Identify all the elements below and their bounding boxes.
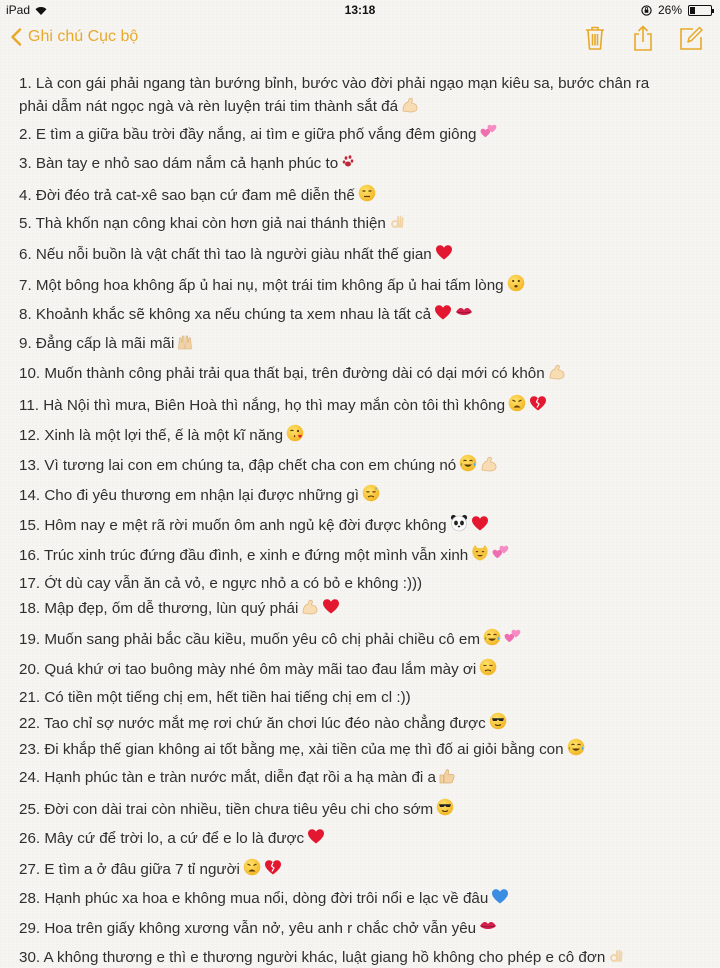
note-line-text: 5. Thà khốn nạn công khai còn hơn giả nai thánh thiện [19, 215, 386, 232]
two-hearts-icon [492, 545, 510, 562]
note-line-text: 14. Cho đi yêu thương em nhận lại được những gì [19, 487, 360, 504]
red-heart-icon [435, 244, 453, 261]
status-bar [0, 0, 720, 20]
note-line [19, 304, 473, 325]
kiss-mark-icon [479, 918, 497, 935]
downcast-face-icon [362, 484, 380, 502]
note-line-text: 16. Trúc xinh trúc đứng đầu đình, e xinh e đứng một mình vẫn xinh [19, 547, 469, 564]
face-blowing-kiss-icon [286, 424, 304, 442]
note-line [19, 544, 510, 566]
red-heart-icon [322, 598, 340, 615]
note-line-text: 28. Hạnh phúc xa hoa e không mua nổi, dòng đời trôi nổi e lạc về đâu [19, 890, 489, 907]
note-line [19, 888, 509, 909]
note-line-text: 25. Đời con dài trai còn nhiều, tiền chưa tiêu yêu chi cho sớm [19, 801, 434, 818]
note-line-text: 10. Muốn thành công phải trải qua thất bại, trên đường dài có dại mới có khôn [19, 365, 545, 382]
note-line [19, 334, 193, 354]
note-line [19, 828, 325, 849]
disappointed-face-icon [479, 658, 497, 676]
weary-face-icon [508, 394, 526, 412]
note-line [19, 97, 419, 117]
note-line-text: 30. A không thương e thì e thương người khác, luật giang hồ không cho phép e cô đơn [19, 949, 606, 966]
navigation-bar [0, 22, 720, 60]
note-line-text: 6. Nếu nỗi buồn là vật chất thì tao là người giàu nhất thế gian [19, 246, 432, 263]
note-line-text: 1. Là con gái phải ngang tàn bướng bỉnh, bước vào đời phải ngạo mạn kiêu sa, bước chân ra [19, 75, 650, 92]
note-line [19, 74, 649, 94]
raised-hands-icon [177, 334, 193, 350]
flexed-biceps-icon [401, 97, 419, 113]
note-line-text: 17. Ớt dù cay vẫn ăn cả vỏ, e ngực nhỏ a có bỏ e không :))) [19, 575, 423, 592]
note-line-text: 9. Đẳng cấp là mãi mãi [19, 335, 175, 352]
note-line-text: 27. E tìm a ở đâu giữa 7 tỉ người [19, 861, 240, 878]
smiling-cat-icon [471, 544, 489, 562]
note-line-text: 15. Hôm nay e mệt rã rời muốn ôm anh ngủ kệ đời được không [19, 517, 447, 534]
note-line [19, 948, 624, 968]
flexed-biceps-icon [480, 456, 498, 472]
two-hearts-icon [504, 629, 522, 646]
note-line [19, 394, 547, 416]
note-line [19, 688, 411, 708]
note-line [19, 628, 522, 650]
note-line [19, 712, 507, 734]
ok-hand-icon [608, 948, 624, 964]
note-line-text: 13. Vì tương lai con em chúng ta, đập chết cha con em chúng nó [19, 457, 457, 474]
compose-icon[interactable] [678, 24, 704, 52]
flexed-biceps-icon [301, 599, 319, 615]
red-heart-icon [471, 515, 489, 532]
chevron-left-icon [10, 28, 22, 46]
hushed-face-icon [507, 274, 525, 292]
unamused-face-icon [358, 184, 376, 202]
ok-hand-icon [389, 214, 405, 230]
note-line [19, 574, 422, 594]
two-hearts-icon [480, 124, 498, 141]
flexed-biceps-icon [548, 364, 566, 380]
note-line [19, 918, 497, 939]
broken-heart-icon [264, 859, 282, 876]
note-line-text: 20. Quá khứ ơi tao buông mày nhé ôm mày mãi tao đau lắm mày ơi [19, 661, 477, 678]
trash-icon[interactable] [582, 24, 608, 52]
back-label: Ghi chú Cục bộ [28, 28, 139, 45]
note-line [19, 424, 304, 446]
note-line-text: 24. Hạnh phúc tàn e tràn nước mắt, diễn đạt rồi a hạ màn đi a [19, 769, 436, 786]
note-line [19, 364, 566, 384]
status-time: 13:18 [344, 3, 376, 17]
note-line [19, 214, 405, 234]
tears-of-joy-icon [459, 454, 477, 472]
device-name: iPad [6, 3, 31, 17]
note-line [19, 154, 357, 174]
battery-percent: 26% [657, 3, 682, 17]
note-line [19, 658, 497, 680]
red-heart-icon [434, 304, 452, 321]
red-heart-icon [307, 828, 325, 845]
note-line-text: 12. Xinh là một lợi thế, ế là một kĩ năng [19, 427, 284, 444]
kiss-mark-icon [455, 304, 473, 321]
tears-of-joy-icon [483, 628, 501, 646]
blue-heart-icon [491, 888, 509, 905]
tears-of-joy-icon [567, 738, 585, 756]
note-line-text: 29. Hoa trên giấy không xương vẫn nở, yêu anh r chắc chở vẫn yêu [19, 920, 477, 937]
note-line-text: 2. E tìm a giữa bầu trời đầy nắng, ai tìm e giữa phố vắng đêm giông [19, 126, 477, 143]
note-line [19, 798, 454, 820]
note-line [19, 124, 498, 145]
note-line [19, 454, 498, 476]
share-icon[interactable] [630, 24, 656, 52]
broken-heart-icon [529, 395, 547, 412]
note-line-text: 23. Đi khắp thế gian không ai tốt bằng mẹ, xài tiền của mẹ thì đố ai giỏi bằng con [19, 741, 564, 758]
note-line [19, 184, 376, 206]
sunglasses-face-icon [436, 798, 454, 816]
paw-prints-icon [341, 154, 357, 170]
note-line-text: 18. Mập đẹp, ốm dễ thương, lùn quý phái [19, 600, 299, 617]
note-line [19, 244, 453, 265]
sunglasses-face-icon [489, 712, 507, 730]
note-line-text: 11. Hà Nội thì mưa, Biên Hoà thì nắng, họ thì may mắn còn tôi thì không [19, 397, 506, 414]
note-line [19, 484, 380, 506]
note-line-text: 3. Bàn tay e nhỏ sao dám nắm cả hạnh phúc to [19, 155, 339, 172]
note-line-text: 26. Mây cứ để trời lo, a cứ để e lo là được [19, 830, 305, 847]
weary-face-icon [243, 858, 261, 876]
note-line-text: phải dẫm nát ngọc ngà và rèn luyện trái tim thành sắt đá [19, 98, 399, 115]
note-line-text: 7. Một bông hoa không ấp ủ hai nụ, một trái tim không ấp ủ hai tấm lòng [19, 277, 504, 294]
note-line [19, 514, 489, 536]
note-line [19, 274, 525, 296]
note-line-text: 21. Có tiền một tiếng chị em, hết tiền hai tiếng chị em cl :)) [19, 689, 411, 706]
note-line-text: 4. Đời đéo trả cat-xê sao bạn cứ đam mê diễn thế [19, 187, 355, 204]
back-button[interactable] [10, 28, 138, 46]
orientation-lock-icon [641, 5, 652, 16]
panda-face-icon [450, 514, 468, 532]
note-line [19, 738, 585, 760]
note-line [19, 858, 282, 880]
note-line-text: 19. Muốn sang phải bắc cầu kiều, muốn yêu cô chị phải chiều cô em [19, 631, 480, 648]
note-line [19, 598, 340, 619]
note-line-text: 8. Khoảnh khắc sẽ không xa nếu chúng ta xem nhau là tất cả [19, 306, 432, 323]
battery-icon [688, 5, 712, 16]
thumbs-up-icon [439, 768, 455, 784]
note-line [19, 768, 455, 788]
note-line-text: 22. Tao chỉ sợ nước mắt mẹ rơi chứ ăn chơi lúc đéo nào chẳng được [19, 715, 486, 732]
